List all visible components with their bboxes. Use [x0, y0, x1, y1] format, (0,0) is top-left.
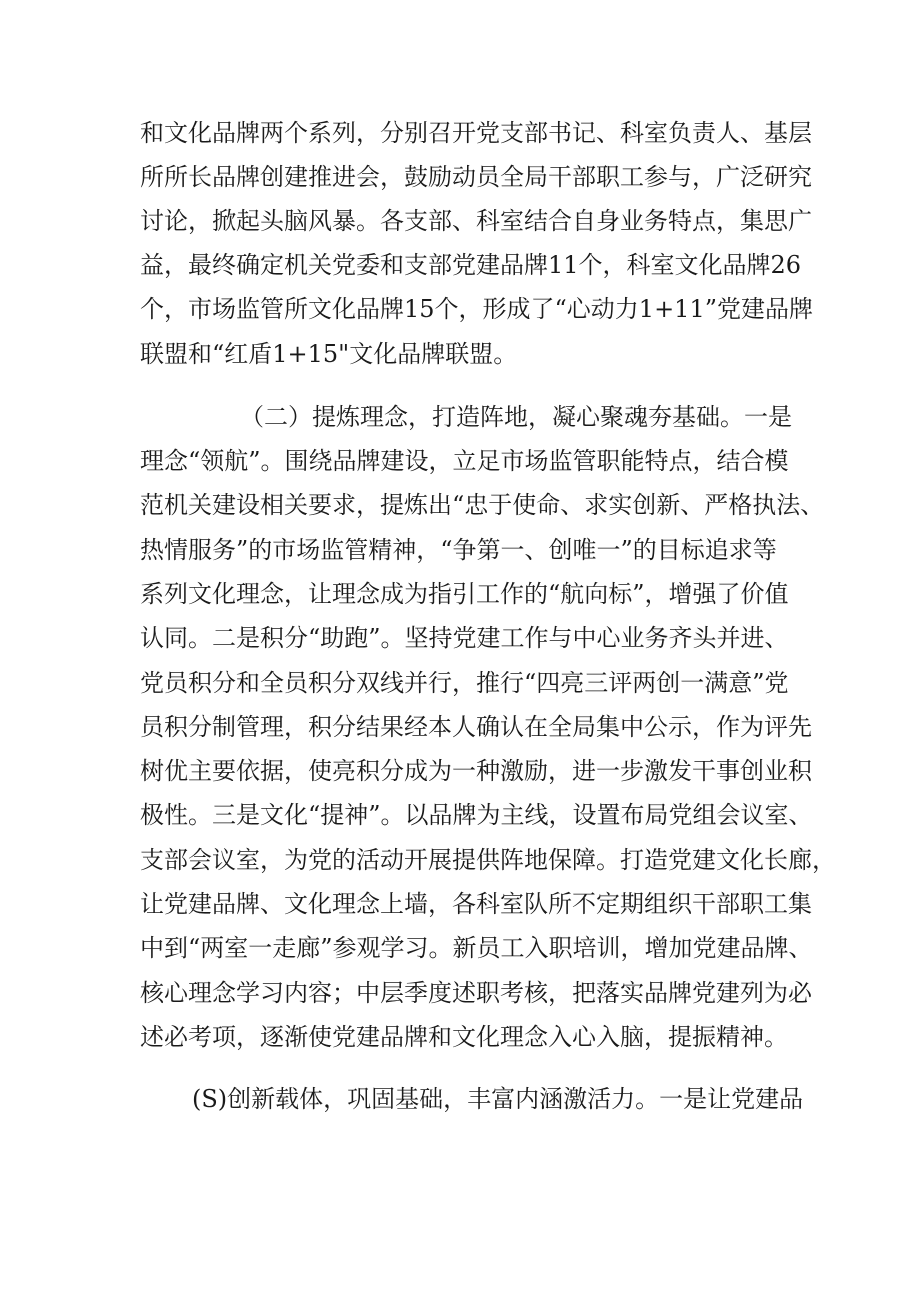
text-line: 党员积分和全员积分双线并行，推行“四亮三评两创一满意”党 — [140, 669, 789, 697]
text-line: 所所长品牌创建推进会，鼓励动员全局干部职工参与，广泛研究 — [140, 163, 812, 191]
text-line: 个，市场监管所文化品牌15个，形成了“心动力1+11”党建品牌 — [140, 295, 813, 323]
text-line: 支部会议室，为党的活动开展提供阵地保障。打造党建文化长廊， — [140, 846, 836, 874]
text-line: 和文化品牌两个系列，分别召开党支部书记、科室负责人、基层 — [140, 119, 812, 147]
text-line: 让党建品牌、文化理念上墙，各科室队所不定期组织干部职工集 — [140, 890, 812, 918]
text-line: 讨论，掀起头脑风暴。各支部、科室结合自身业务特点，集思广 — [140, 207, 812, 235]
text-line: 员积分制管理，积分结果经本人确认在全局集中公示，作为评先 — [140, 713, 812, 741]
text-line: 理念“领航”。围绕品牌建设，立足市场监管职能特点，结合模 — [140, 447, 789, 475]
text-line: 益，最终确定机关党委和支部党建品牌11个，科室文化品牌26 — [140, 251, 802, 279]
text-line: 述必考项，逐渐使党建品牌和文化理念入心入脑，提振精神。 — [140, 1023, 788, 1051]
text-line: 认同。二是积分“助跑”。坚持党建工作与中心业务齐头并进、 — [140, 624, 789, 652]
text-line: 中到“两室一走廊”参观学习。新员工入职培训，增加党建品牌、 — [140, 934, 813, 962]
text-line: 系列文化理念，让理念成为指引工作的“航向标”，增强了价值 — [140, 580, 789, 608]
text-line: 核心理念学习内容；中层季度述职考核，把落实品牌党建列为必 — [140, 979, 812, 1007]
text-line: 树优主要依据，使亮积分成为一种激励，进一步激发干事创业积 — [140, 757, 812, 785]
text-line: 热情服务”的市场监管精神，“争第一、创唯一”的目标追求等 — [140, 536, 777, 564]
text-line: 范机关建设相关要求，提炼出“忠于使命、求实创新、严格执法、 — [140, 491, 825, 519]
section-heading-line: (S)创新载体，巩固基础，丰富内涵激活力。一是让党建品 — [192, 1085, 804, 1113]
text-line: 联盟和“红盾1+15"文化品牌联盟。 — [140, 340, 518, 368]
section-heading-line: （二）提炼理念，打造阵地，凝心聚魂夯基础。一是 — [240, 403, 792, 431]
text-line: 极性。三是文化“提神”。以品牌为主线，设置布局党组会议室、 — [140, 801, 813, 829]
